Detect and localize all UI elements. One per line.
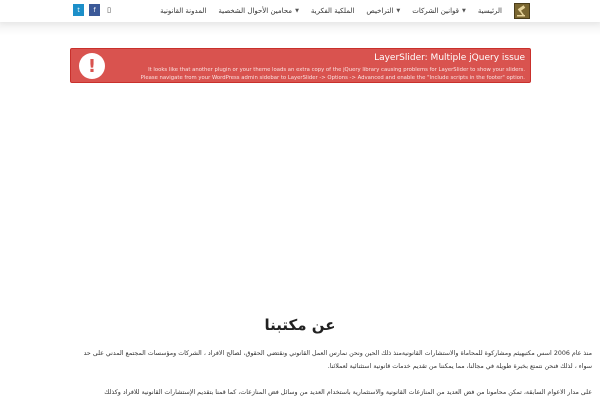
alert-title: LayerSlider: Multiple jQuery issue bbox=[374, 53, 525, 63]
layerslider-alert bbox=[70, 48, 531, 83]
alert-message-line-2: Please navigate from your WordPress admin sidebar to LayerSlider -> Options -> Advanced and enable the "Include scripts in the footer" option. bbox=[140, 75, 525, 81]
nav-item-company-laws[interactable] bbox=[406, 0, 472, 22]
phone-icon: ▯ bbox=[107, 6, 111, 14]
twitter-button[interactable] bbox=[73, 4, 84, 16]
chevron-down-icon: ▼ bbox=[462, 8, 466, 14]
nav-item-licenses[interactable] bbox=[360, 0, 406, 22]
facebook-icon: f bbox=[93, 6, 96, 14]
nav-item-intellectual-property[interactable] bbox=[305, 0, 360, 22]
about-paragraph-1: منذ عام 2006 أسس مكتبهيثم ومشاركوة للمحاماة والاستشارات القانونيةمنذ ذلك الحين ونحن نمارس العمل القانوني ونقتضي الحقوق، لصالح الافراد ، الشركات ومؤسسات المجتمع المدني على حد bbox=[83, 350, 592, 357]
chevron-down-icon: ▼ bbox=[396, 8, 401, 14]
nav-item-label: الرئيسية bbox=[477, 7, 502, 15]
nav-item-home[interactable] bbox=[472, 0, 508, 22]
chevron-down-icon: ▼ bbox=[295, 8, 299, 14]
nav-item-label: الملكية الفكرية bbox=[310, 7, 355, 15]
nav-item-label: محامين الأحوال الشخصية bbox=[218, 7, 293, 15]
gavel-icon bbox=[515, 4, 529, 18]
phone-button[interactable] bbox=[105, 4, 113, 16]
about-heading: عن مكتبنا bbox=[264, 316, 336, 334]
site-header bbox=[0, 0, 600, 22]
about-paragraph-1-continued: سواء ، لذلك فنحن نتمتع بخبرة طويلة في مجالنا، مما يمكننا من تقديم خدمات قانونية استثنائية لعملائنا. bbox=[327, 363, 592, 370]
site-logo[interactable] bbox=[514, 3, 530, 19]
twitter-icon: t bbox=[77, 6, 80, 14]
nav-item-personal-status-lawyers[interactable] bbox=[212, 0, 305, 22]
nav-item-label: قوانين الشركات bbox=[412, 7, 460, 15]
header-shadow bbox=[0, 22, 600, 36]
nav-item-legal-blog[interactable] bbox=[154, 0, 212, 22]
about-paragraph-2: على مدار الاعوام السابقة، تمكن محامونا من فض العديد من المنازعات القانونية والاستثمارية باستخدام العديد من وسائل فض المنازعات، كما قمنا بتقديم الإستشارات القانونية للافراد وكذلك bbox=[104, 389, 592, 396]
main-nav bbox=[154, 0, 508, 22]
nav-item-label: التراخيص bbox=[366, 7, 394, 15]
facebook-button[interactable] bbox=[89, 4, 100, 16]
nav-item-label: المدونة القانونية bbox=[160, 7, 207, 15]
exclamation-icon: ! bbox=[79, 53, 105, 79]
alert-message-line-1: It looks like that another plugin or your theme loads an extra copy of the jQuery library causing problems for LayerSlider to show your sliders. bbox=[148, 67, 525, 73]
